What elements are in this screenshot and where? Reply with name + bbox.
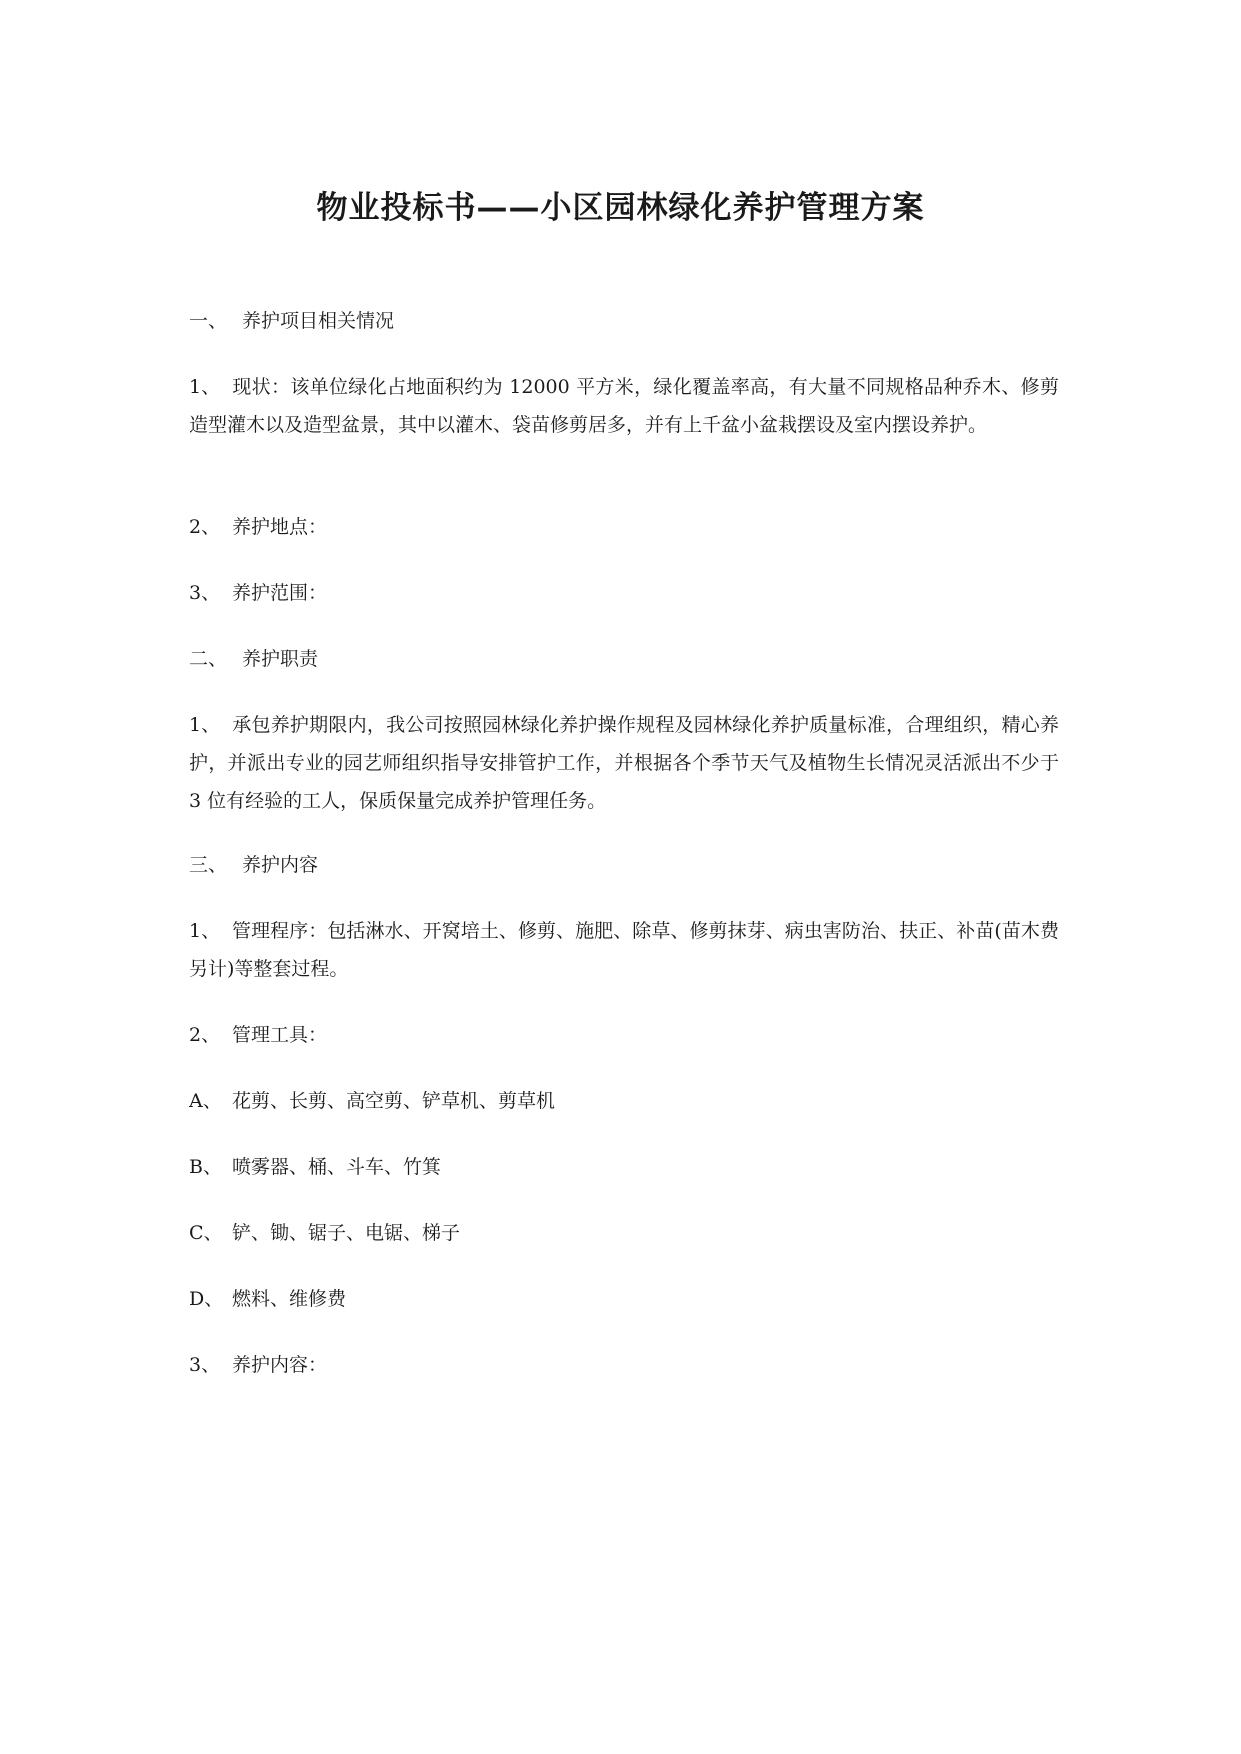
item-text: 管理工具：: [232, 1024, 328, 1046]
item-letter: B、: [189, 1156, 222, 1178]
section-number: 三、: [189, 854, 228, 876]
tool-item-c: [189, 1214, 1059, 1252]
tool-item-b: [189, 1148, 1059, 1186]
item-number: 2、: [189, 1024, 221, 1046]
item-number: 3、: [189, 582, 221, 604]
list-item: [189, 1016, 1059, 1054]
tool-item-a: [189, 1082, 1059, 1120]
list-item: [189, 1346, 1059, 1384]
item-text: 铲、锄、锯子、电锯、梯子: [232, 1222, 461, 1244]
list-item: [189, 574, 1059, 612]
section-title: 养护职责: [242, 648, 319, 670]
section-heading-3: [189, 846, 1059, 884]
item-letter: A、: [189, 1090, 222, 1112]
item-text: 养护范围：: [232, 582, 328, 604]
item-text: 燃料、维修费: [232, 1288, 347, 1310]
item-number: 1、: [189, 714, 221, 736]
item-number: 3、: [189, 1354, 221, 1376]
document-title: 物业投标书——小区园林绿化养护管理方案: [316, 190, 925, 226]
item-text: 养护内容：: [232, 1354, 328, 1376]
tool-item-d: [189, 1280, 1059, 1318]
item-number: 1、: [189, 376, 221, 398]
section-title: 养护内容: [242, 854, 319, 876]
item-text: 养护地点：: [232, 516, 328, 538]
section-number: 一、: [189, 310, 228, 332]
paragraph-text: 现状：该单位绿化占地面积约为 12000 平方米，绿化覆盖率高，有大量不同规格品种乔木、修剪造型灌木以及造型盆景，其中以灌木、袋苗修剪居多，并有上千盆小盆栽摆设及室内摆设养护。: [189, 376, 1059, 436]
item-text: 喷雾器、桶、斗车、竹箕: [232, 1156, 442, 1178]
section-heading-2: [189, 640, 1059, 678]
paragraph-duties: [189, 706, 1059, 820]
item-text: 花剪、长剪、高空剪、铲草机、剪草机: [232, 1090, 556, 1112]
paragraph-text: 管理程序：包括淋水、开窝培土、修剪、施肥、除草、修剪抹芽、病虫害防治、扶正、补苗(苗木费另计)等整套过程。: [189, 920, 1059, 980]
item-number: 1、: [189, 920, 221, 942]
section-number: 二、: [189, 648, 228, 670]
list-item: [189, 508, 1059, 546]
item-letter: C、: [189, 1222, 223, 1244]
paragraph-procedure: [189, 912, 1059, 988]
paragraph-status: [189, 368, 1059, 444]
paragraph-text: 承包养护期限内，我公司按照园林绿化养护操作规程及园林绿化养护质量标准，合理组织，精心养护，并派出专业的园艺师组织指导安排管护工作，并根据各个季节天气及植物生长情况灵活派出不少于 3 位有经验的工人，保质保量完成养护管理任务。: [189, 714, 1059, 812]
section-title: 养护项目相关情况: [242, 310, 395, 332]
section-heading-1: [189, 302, 1059, 340]
item-letter: D、: [189, 1288, 224, 1310]
item-number: 2、: [189, 516, 221, 538]
